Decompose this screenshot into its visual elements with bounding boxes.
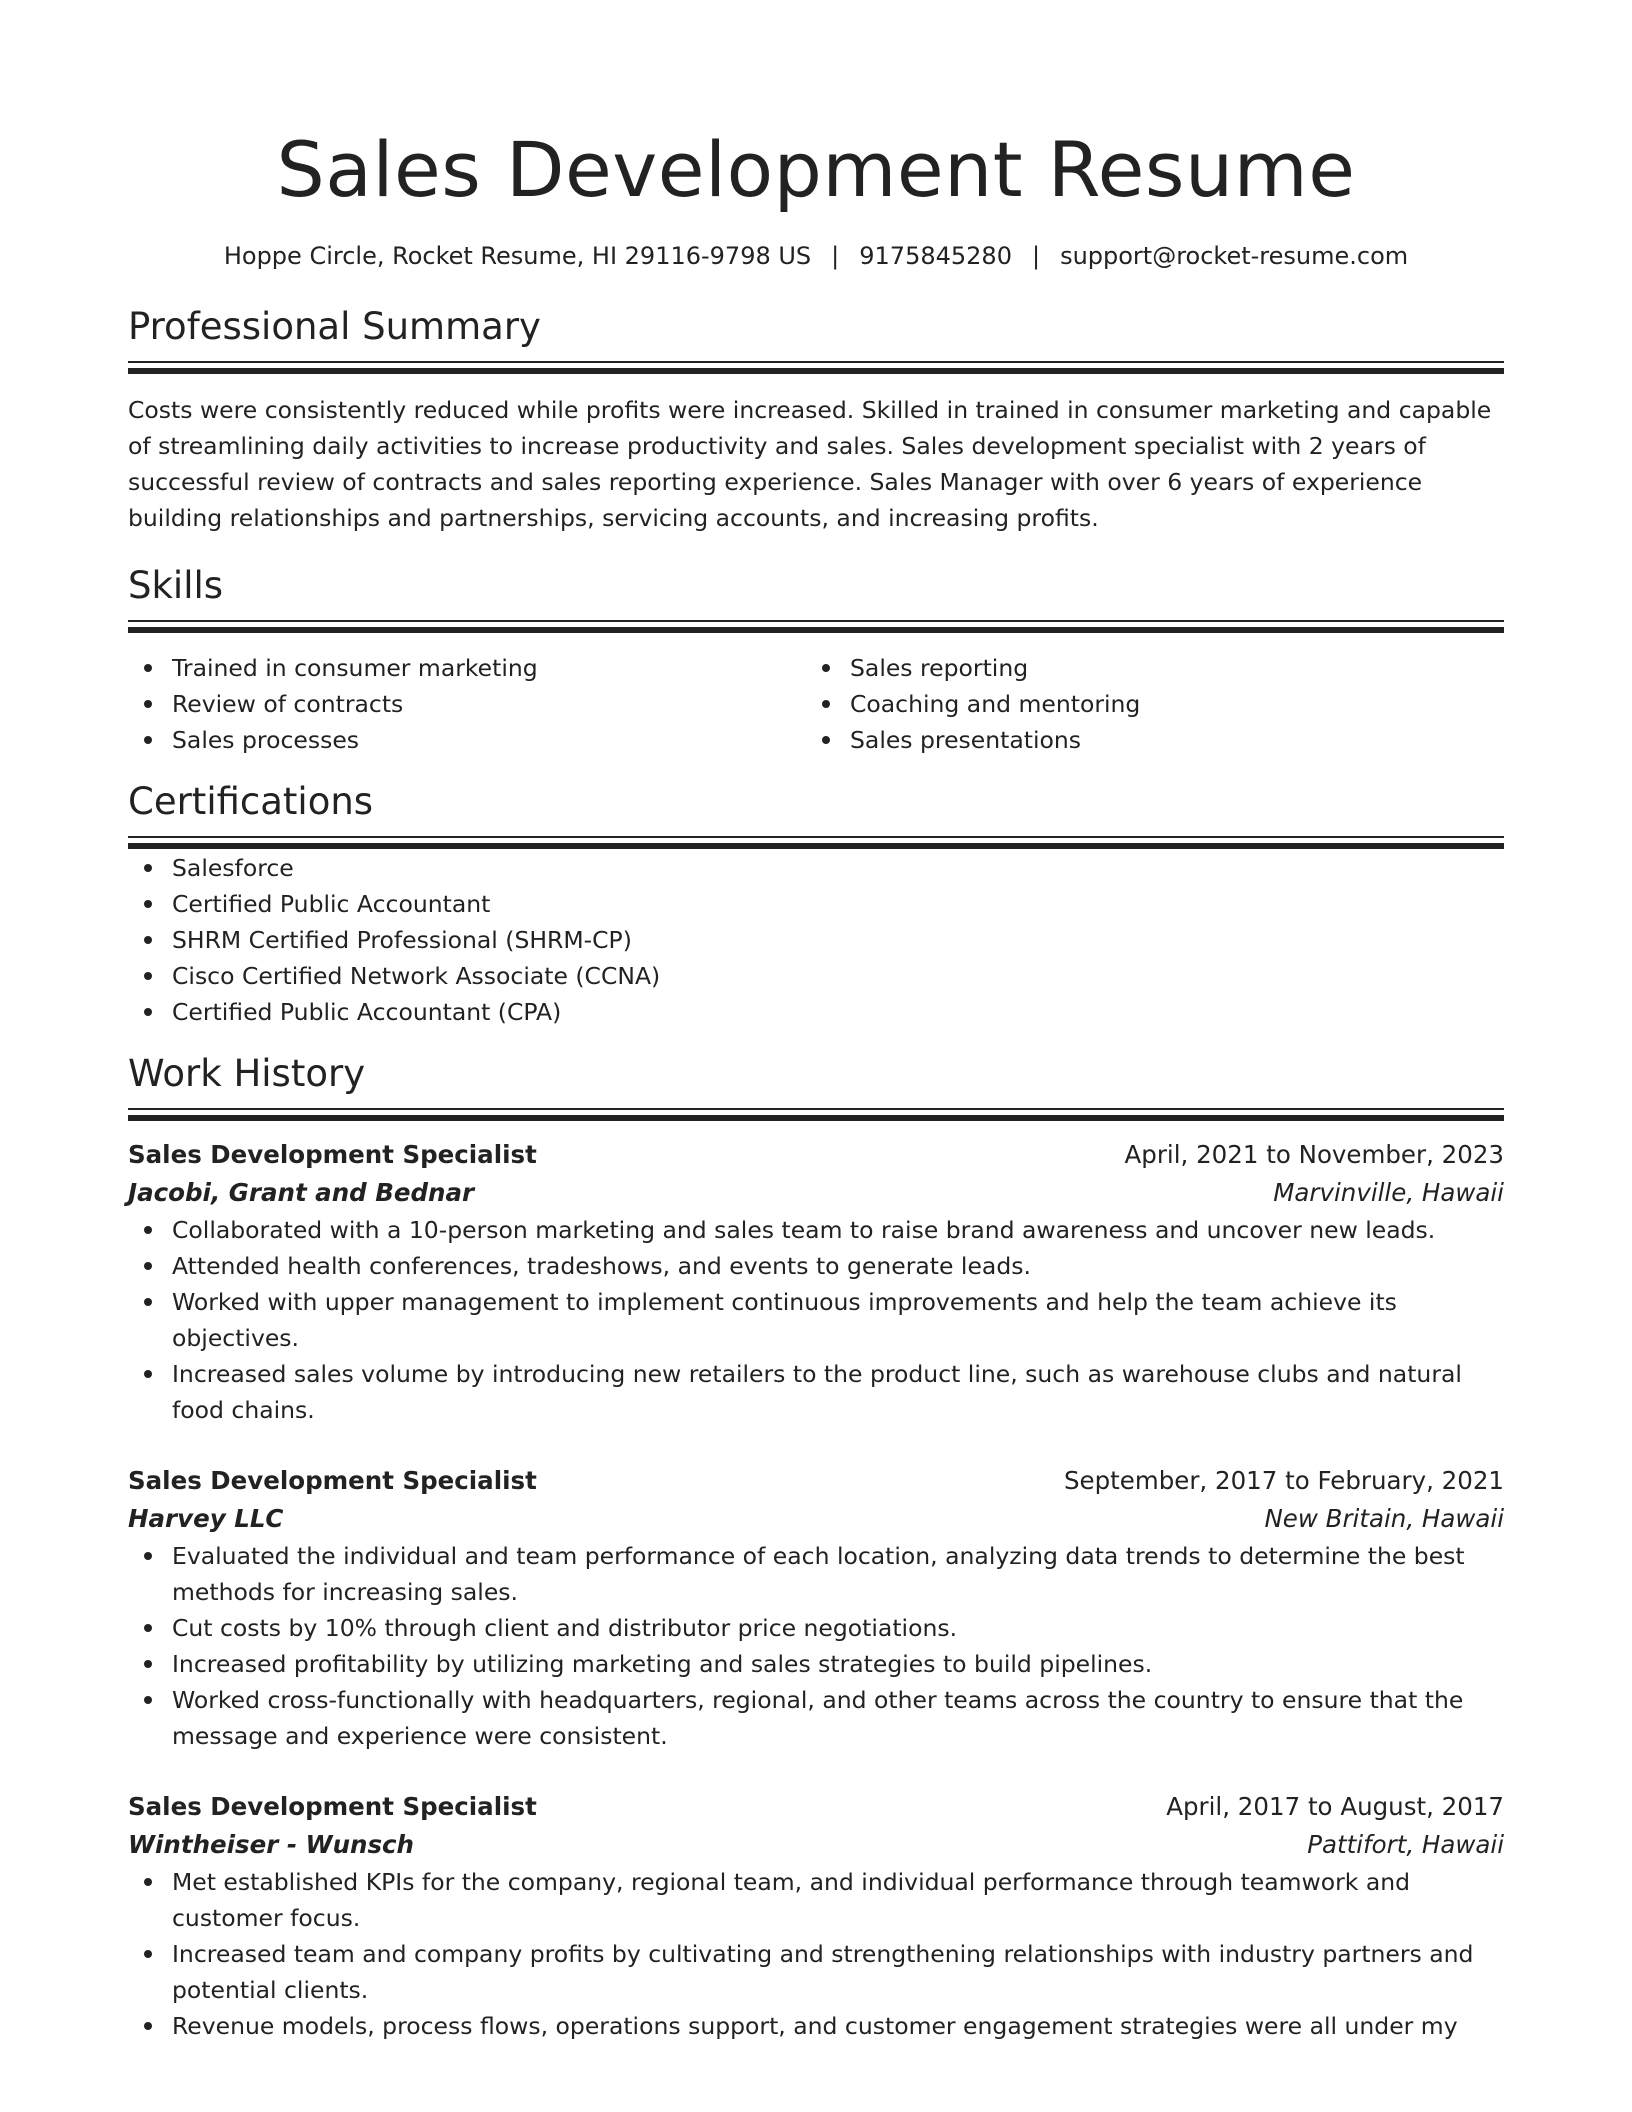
certification-item <box>128 922 1504 958</box>
job-entry <box>128 1788 1504 2044</box>
section-heading-summary: Professional Summary <box>128 305 541 348</box>
job-bullet <box>128 1936 1504 2008</box>
contact-address: Hoppe Circle, Rocket Resume, HI 29116-9798 US <box>223 242 812 270</box>
section-divider <box>128 836 1504 850</box>
job-subheader <box>128 1174 1504 1212</box>
skills-right-list <box>806 650 1484 758</box>
job-company: Harvey LLC <box>128 1504 284 1533</box>
certification-label: Certified Public Accountant (CPA) <box>172 998 562 1026</box>
job-bullet-text: Revenue models, process flows, operations support, and customer engagement strategies were all under my <box>172 2012 1458 2040</box>
job-bullet-text: Increased team and company profits by cultivating and strengthening relationships with industry partners and potential clients. <box>172 1940 1474 2004</box>
section-divider <box>128 620 1504 634</box>
job-bullet-text: Attended health conferences, tradeshows, and events to generate leads. <box>172 1252 1031 1280</box>
contact-separator: | <box>1031 242 1041 270</box>
skill-label: Sales processes <box>172 726 360 754</box>
job-title: Sales Development Specialist <box>128 1466 537 1495</box>
bullet-dot <box>144 664 152 672</box>
bullet-dot <box>822 664 830 672</box>
skills-left-list <box>128 650 806 758</box>
bullet-dot <box>144 1298 152 1306</box>
bullet-dot <box>144 900 152 908</box>
job-bullets <box>128 1538 1504 1754</box>
skill-label: Sales reporting <box>850 654 1029 682</box>
certification-item <box>128 850 1504 886</box>
certification-item <box>128 886 1504 922</box>
resume-page <box>128 0 1504 2044</box>
job-title: Sales Development Specialist <box>128 1140 537 1169</box>
job-bullet-text: Met established KPIs for the company, regional team, and individual performance through teamwork and customer focus. <box>172 1868 1411 1932</box>
bullet-dot <box>144 864 152 872</box>
bullet-dot <box>144 736 152 744</box>
certification-label: Cisco Certified Network Associate (CCNA) <box>172 962 661 990</box>
bullet-dot <box>144 700 152 708</box>
job-header <box>128 1788 1504 1826</box>
bullet-dot <box>144 1878 152 1886</box>
contact-separator: | <box>831 242 840 270</box>
job-bullet-text: Worked with upper management to implement continuous improvements and help the team achieve its objectives. <box>172 1288 1397 1352</box>
bullet-dot <box>144 1696 152 1704</box>
bullet-dot <box>144 972 152 980</box>
bullet-dot <box>144 1226 152 1234</box>
job-bullet <box>128 1356 1504 1428</box>
job-header <box>128 1136 1504 1174</box>
job-bullet-text: Worked cross-functionally with headquarters, regional, and other teams across the country to ensure that the message and experience were consistent. <box>172 1686 1464 1750</box>
job-dates: April, 2017 to August, 2017 <box>1166 1792 1504 1821</box>
skill-label: Review of contracts <box>172 690 404 718</box>
job-bullet <box>128 2008 1504 2044</box>
skill-label: Trained in consumer marketing <box>172 654 538 682</box>
skill-label: Sales presentations <box>850 726 1082 754</box>
job-dates: September, 2017 to February, 2021 <box>1063 1466 1504 1495</box>
skill-item <box>128 686 806 722</box>
resume-title: Sales Development Resume <box>276 125 1356 214</box>
bullet-dot <box>144 1624 152 1632</box>
skill-item <box>128 650 806 686</box>
work-history-section <box>128 1052 1504 2044</box>
bullet-dot <box>144 1950 152 1958</box>
section-divider <box>128 1108 1504 1122</box>
job-bullet <box>128 1284 1504 1356</box>
bullet-dot <box>144 2022 152 2030</box>
skill-label: Coaching and mentoring <box>850 690 1141 718</box>
job-bullet <box>128 1864 1504 1936</box>
job-bullet-text: Increased sales volume by introducing new retailers to the product line, such as warehouse clubs and natural food chains. <box>172 1360 1462 1424</box>
skills-section <box>128 564 1504 758</box>
bullet-dot <box>144 1660 152 1668</box>
job-title: Sales Development Specialist <box>128 1792 537 1821</box>
certification-item <box>128 994 1504 1030</box>
contact-line <box>128 241 1504 271</box>
job-bullet <box>128 1682 1504 1754</box>
summary-section <box>128 305 1504 536</box>
job-bullet-text: Cut costs by 10% through client and distributor price negotiations. <box>172 1614 958 1642</box>
certification-item <box>128 958 1504 994</box>
job-subheader <box>128 1826 1504 1864</box>
job-location: Marvinville, Hawaii <box>1273 1178 1504 1207</box>
skill-item <box>806 650 1484 686</box>
job-bullets <box>128 1212 1504 1428</box>
job-bullet-text: Increased profitability by utilizing marketing and sales strategies to build pipelines. <box>172 1650 1153 1678</box>
job-location: Pattifort, Hawaii <box>1307 1830 1504 1859</box>
job-dates: April, 2021 to November, 2023 <box>1124 1140 1504 1169</box>
certification-label: Certified Public Accountant <box>172 890 491 918</box>
job-bullet <box>128 1248 1504 1284</box>
job-bullet-text: Evaluated the individual and team performance of each location, analyzing data trends to determine the best methods for increasing sales. <box>172 1542 1465 1606</box>
bullet-dot <box>822 700 830 708</box>
certification-label: Salesforce <box>172 854 294 882</box>
job-entry <box>128 1136 1504 1428</box>
job-location: New Britain, Hawaii <box>1264 1504 1504 1533</box>
job-subheader <box>128 1500 1504 1538</box>
section-heading-certifications: Certifications <box>128 780 374 823</box>
job-bullet <box>128 1610 1504 1646</box>
job-bullet <box>128 1646 1504 1682</box>
job-company: Wintheiser - Wunsch <box>128 1830 414 1859</box>
summary-text: Costs were consistently reduced while profits were increased. Skilled in trained in consumer marketing and capable of streamlining daily activities to increase productivity and sales. Sales development specialist with 2 years of successful review of contracts and sales reporting experience. Sales Manager with over 6 years of experience building relationships and partnerships, servicing accounts, and increasing profits. <box>128 396 1492 532</box>
job-bullet <box>128 1212 1504 1248</box>
bullet-dot <box>144 1008 152 1016</box>
section-divider <box>128 361 1504 375</box>
bullet-dot <box>822 736 830 744</box>
bullet-dot <box>144 1552 152 1560</box>
contact-phone: 9175845280 <box>859 242 1012 270</box>
job-entry <box>128 1462 1504 1754</box>
job-company: Jacobi, Grant and Bednar <box>128 1178 475 1207</box>
job-header <box>128 1462 1504 1500</box>
skill-item <box>806 686 1484 722</box>
section-heading-skills: Skills <box>128 564 224 607</box>
certifications-list <box>128 850 1504 1030</box>
certifications-section <box>128 780 1504 1030</box>
contact-email: support@rocket-resume.com <box>1060 242 1409 270</box>
bullet-dot <box>144 936 152 944</box>
skills-grid <box>128 650 1504 758</box>
certification-label: SHRM Certified Professional (SHRM-CP) <box>172 926 632 954</box>
section-heading-work-history: Work History <box>128 1052 366 1095</box>
bullet-dot <box>144 1370 152 1378</box>
skill-item <box>128 722 806 758</box>
skill-item <box>806 722 1484 758</box>
job-bullet-text: Collaborated with a 10-person marketing and sales team to raise brand awareness and uncover new leads. <box>172 1216 1436 1244</box>
job-bullet <box>128 1538 1504 1610</box>
bullet-dot <box>144 1262 152 1270</box>
job-bullets <box>128 1864 1504 2044</box>
